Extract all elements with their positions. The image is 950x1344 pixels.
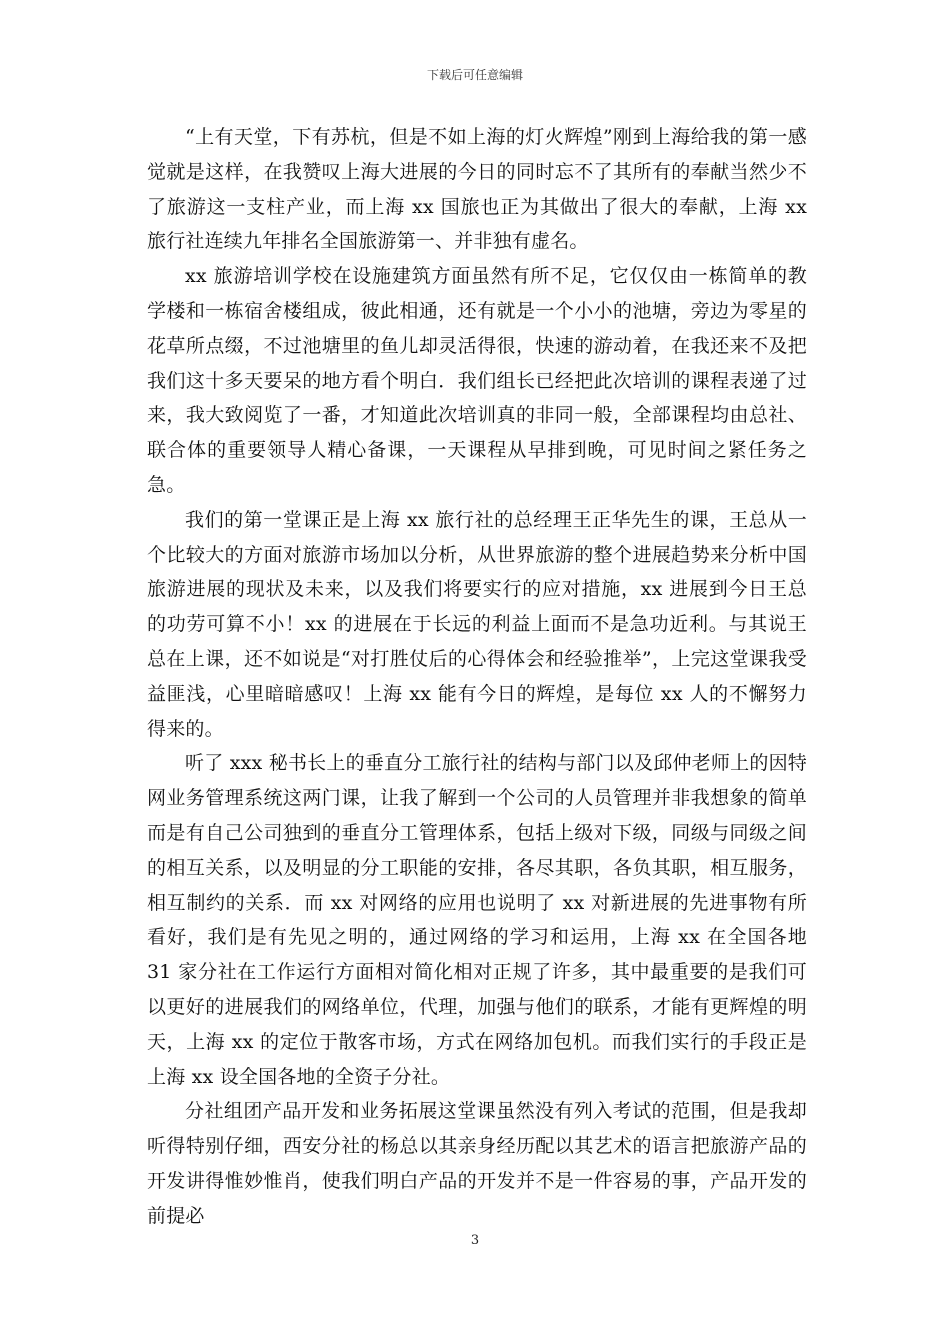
paragraph-3: 我们的第一堂课正是上海 xx 旅行社的总经理王正华先生的课，王总从一个比较大的方面对旅游市场加以分析，从世界旅游的整个进展趋势来分析中国旅游进展的现状及未来，以及我们将要实行的应对措施，xx 进展到今日王总的功劳可算不小！xx 的进展在于长远的利益上面而不是急功近利。与其说王总在上课，还不如说是“对打胜仗后的心得体会和经验推举”，上完这堂课我受益匪浅，心里暗暗感叹！上海 xx 能有今日的辉煌，是每位 xx 人的不懈努力得来的。 bbox=[147, 508, 807, 740]
paragraph-2: xx 旅游培训学校在设施建筑方面虽然有所不足，它仅仅由一栋简单的教学楼和一栋宿舍楼组成，彼此相通，还有就是一个小小的池塘，旁边为零星的花草所点缀，不过池塘里的鱼儿却灵活得很，快速的游动着，在我还来不及把我们这十多天要呆的地方看个明白．我们组长已经把此次培训的课程表递了过来，我大致阅览了一番，才知道此次培训真的非同一般，全部课程均由总社、联合体的重要领导人精心备课，一天课程从早排到晚，可见时间之紧任务之急。 bbox=[147, 265, 807, 496]
paragraph-4: 听了 xxx 秘书长上的垂直分工旅行社的结构与部门以及邱仲老师上的因特网业务管理系统这两门课，让我了解到一个公司的人员管理并非我想象的简单而是有自己公司独到的垂直分工管理体系，包括上级对下级，同级与同级之间的相互关系，以及明显的分工职能的安排，各尽其职，各负其职，相互服务，相互制约的关系．而 xx 对网络的应用也说明了 xx 对新进展的先进事物有所看好，我们是有先见之明的，通过网络的学习和运用，上海 xx 在全国各地 31 家分社在工作运行方面相对简化相对正规了许多，其中最重要的是我们可以更好的进展我们的网络单位，代理，加强与他们的联系，才能有更辉煌的明天，上海 xx 的定位于散客市场，方式在网络加包机。而我们实行的手段正是上海 xx 设全国各地的全资子分社。 bbox=[147, 752, 807, 1088]
page-number: 3 bbox=[470, 1233, 480, 1248]
paragraph-1: “上有天堂，下有苏杭，但是不如上海的灯火辉煌”刚到上海给我的第一感觉就是这样，在我赞叹上海大进展的今日的同时忘不了其所有的奉献当然少不了旅游这一支柱产业，而上海 xx 国旅也正为其做出了很大的奉献，上海 xx 旅行社连续九年排名全国旅游第一、并非独有虚名。 bbox=[147, 126, 807, 253]
page-header: 下载后可任意编辑 bbox=[426, 68, 523, 82]
document-body bbox=[147, 120, 807, 1234]
paragraph-5: 分社组团产品开发和业务拓展这堂课虽然没有列入考试的范围，但是我却听得特别仔细，西安分社的杨总以其亲身经历配以其艺术的语言把旅游产品的开发讲得惟妙惟肖，使我们明白产品的开发并不是一件容易的事，产品开发的前提必 bbox=[147, 1100, 807, 1227]
